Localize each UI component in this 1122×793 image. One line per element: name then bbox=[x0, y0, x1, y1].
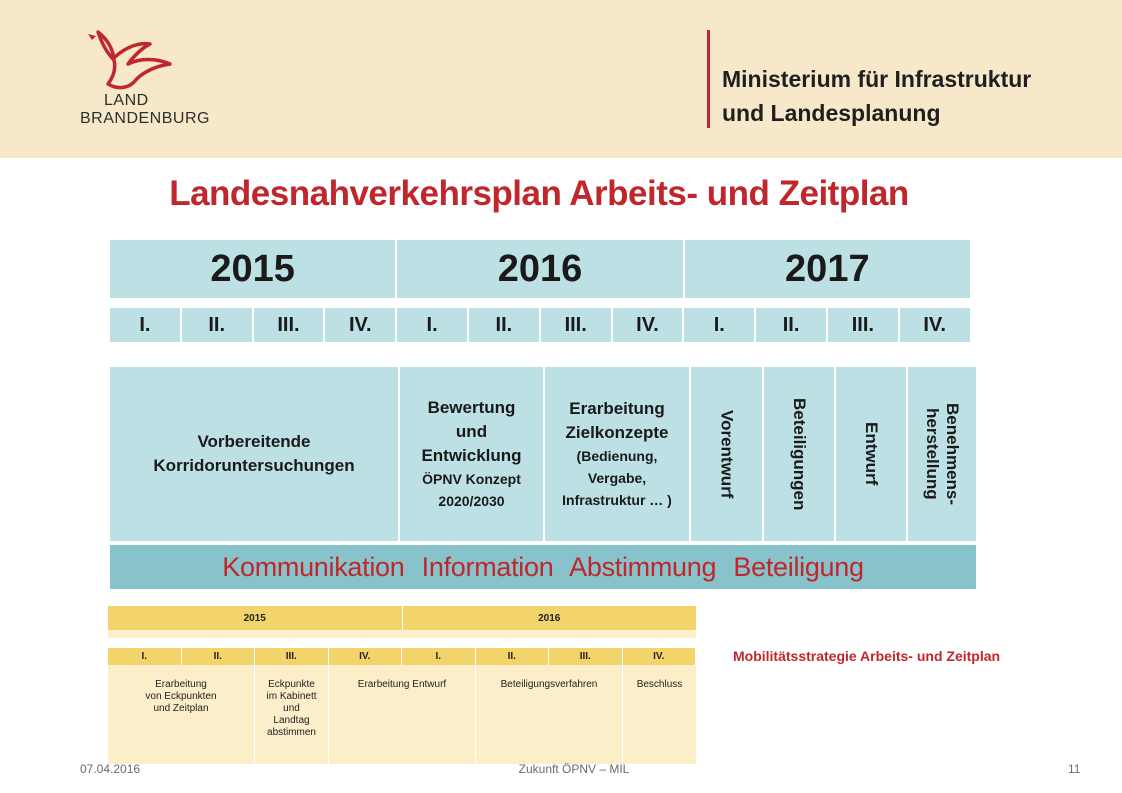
phase-ziel-line1: Erarbeitung bbox=[569, 399, 665, 418]
header-band bbox=[0, 0, 1122, 158]
phase-beteiligungen bbox=[764, 367, 836, 541]
phase-ziel-line2: Zielkonzepte bbox=[565, 423, 669, 442]
quarter-cell: IV. bbox=[613, 308, 685, 342]
phase-benehmen bbox=[908, 367, 976, 541]
slide-title: Landesnahverkehrsplan Arbeits- und Zeitplan bbox=[169, 174, 909, 213]
mobility-phase-kabinett bbox=[255, 665, 329, 764]
phase-benehmen-label bbox=[922, 403, 962, 505]
logo-line-brandenburg: BRANDENBURG bbox=[80, 110, 210, 127]
footer-date: 07.04.2016 bbox=[80, 762, 141, 776]
mobility-caption: Mobilitätsstrategie Arbeits- und Zeitplan bbox=[733, 648, 1001, 664]
quarter-cell: IV. bbox=[325, 308, 397, 342]
mobility-kabinett-line5: abstimmen bbox=[267, 727, 316, 738]
phase-bewertung bbox=[400, 367, 545, 541]
phase-vorentwurf-label: Vorentwurf bbox=[717, 409, 737, 499]
mobility-kabinett-line3: und bbox=[283, 703, 300, 714]
mobility-eckpunkte-line1: Erarbeitung bbox=[155, 679, 207, 690]
phase-vorentwurf bbox=[691, 367, 764, 541]
mobility-quarter-cell: I. bbox=[108, 648, 182, 665]
phase-ziel bbox=[545, 367, 691, 541]
phase-bewertung-line2: und bbox=[455, 422, 488, 441]
quarter-cell: II. bbox=[469, 308, 541, 342]
logo-line-land: LAND bbox=[104, 92, 149, 109]
mobility-phase-row bbox=[108, 665, 696, 764]
year-2016: 2016 bbox=[395, 240, 682, 298]
ministry-name bbox=[722, 62, 1031, 130]
phase-bewertung-line4: ÖPNV Konzept bbox=[422, 471, 521, 487]
phase-korridor-line2: Korridoruntersuchungen bbox=[153, 456, 355, 475]
mobility-quarter-row bbox=[108, 648, 696, 665]
mobility-phase-eckpunkte bbox=[108, 665, 255, 764]
quarter-cell: IV. bbox=[900, 308, 972, 342]
year-row bbox=[110, 240, 970, 298]
phase-bewertung-line5: 2020/2030 bbox=[438, 493, 505, 509]
mobility-eckpunkte-line3: und Zeitplan bbox=[153, 703, 209, 714]
mobility-kabinett-line2: im Kabinett bbox=[266, 691, 317, 702]
mobility-plan-image bbox=[108, 606, 696, 764]
mobility-phase-beschluss bbox=[623, 665, 696, 764]
quarter-cell: II. bbox=[182, 308, 254, 342]
phase-benehmen-line1: Benehmens- bbox=[943, 402, 962, 506]
mobility-quarter-cell: II. bbox=[476, 648, 550, 665]
mobility-stripe bbox=[108, 630, 696, 638]
phase-entwurf-label: Entwurf bbox=[862, 422, 881, 486]
mobility-beschluss-label: Beschluss bbox=[636, 679, 683, 690]
phase-row bbox=[110, 367, 976, 541]
mobility-gap bbox=[108, 638, 696, 648]
divider-bar bbox=[707, 30, 710, 128]
quarter-cell: III. bbox=[254, 308, 326, 342]
phase-korridor-line1: Vorbereitende bbox=[197, 432, 311, 451]
quarter-cell: III. bbox=[541, 308, 613, 342]
quarter-cell: I. bbox=[684, 308, 756, 342]
year-2017: 2017 bbox=[683, 240, 970, 298]
quarter-cell: II. bbox=[756, 308, 828, 342]
mobility-phase-entwurf bbox=[329, 665, 476, 764]
phase-ziel-line5: Infrastruktur … ) bbox=[562, 492, 672, 508]
quarter-cell: III. bbox=[828, 308, 900, 342]
phase-ziel-line4: Vergabe, bbox=[587, 470, 647, 486]
phase-benehmen-line2: herstellung bbox=[923, 408, 942, 500]
mobility-quarter-cell: IV. bbox=[623, 648, 697, 665]
mobility-verfahren-label: Beteiligungsverfahren bbox=[500, 679, 598, 690]
footer-page-number: 11 bbox=[1068, 762, 1081, 776]
quarter-cell: I. bbox=[110, 308, 182, 342]
ministry-line1: Ministerium für Infrastruktur bbox=[722, 66, 1032, 92]
mobility-entwurf-label: Erarbeitung Entwurf bbox=[357, 679, 447, 690]
ministry-line2: und Landesplanung bbox=[722, 100, 941, 126]
footer-center: Zukunft ÖPNV – MIL bbox=[518, 762, 630, 776]
mobility-quarter-cell: II. bbox=[182, 648, 256, 665]
quarter-row bbox=[110, 308, 972, 342]
mobility-year-2015: 2015 bbox=[243, 612, 266, 624]
mobility-quarter-cell: III. bbox=[255, 648, 329, 665]
mobility-kabinett-line4: Landtag bbox=[273, 715, 310, 726]
phase-beteiligungen-label: Beteiligungen bbox=[790, 397, 809, 511]
phase-bewertung-line3: Entwicklung bbox=[421, 446, 522, 465]
mobility-phase-verfahren bbox=[476, 665, 623, 764]
mobility-year-2016: 2016 bbox=[402, 606, 697, 630]
communication-bar: Kommunikation Information Abstimmung Beteiligung bbox=[110, 545, 976, 589]
year-2015: 2015 bbox=[210, 247, 295, 290]
logo-wordmark bbox=[80, 92, 210, 128]
quarter-cell: I. bbox=[397, 308, 469, 342]
phase-ziel-line3: (Bedienung, bbox=[576, 448, 658, 464]
phase-entwurf bbox=[836, 367, 908, 541]
phase-korridor bbox=[110, 367, 400, 541]
phase-bewertung-line1: Bewertung bbox=[427, 398, 516, 417]
mobility-quarter-cell: IV. bbox=[329, 648, 403, 665]
mobility-eckpunkte-line2: von Eckpunkten bbox=[145, 691, 217, 702]
mobility-quarter-cell: III. bbox=[549, 648, 623, 665]
mobility-year-row bbox=[108, 606, 696, 630]
mobility-kabinett-line1: Eckpunkte bbox=[268, 679, 315, 690]
mobility-quarter-cell: I. bbox=[402, 648, 476, 665]
